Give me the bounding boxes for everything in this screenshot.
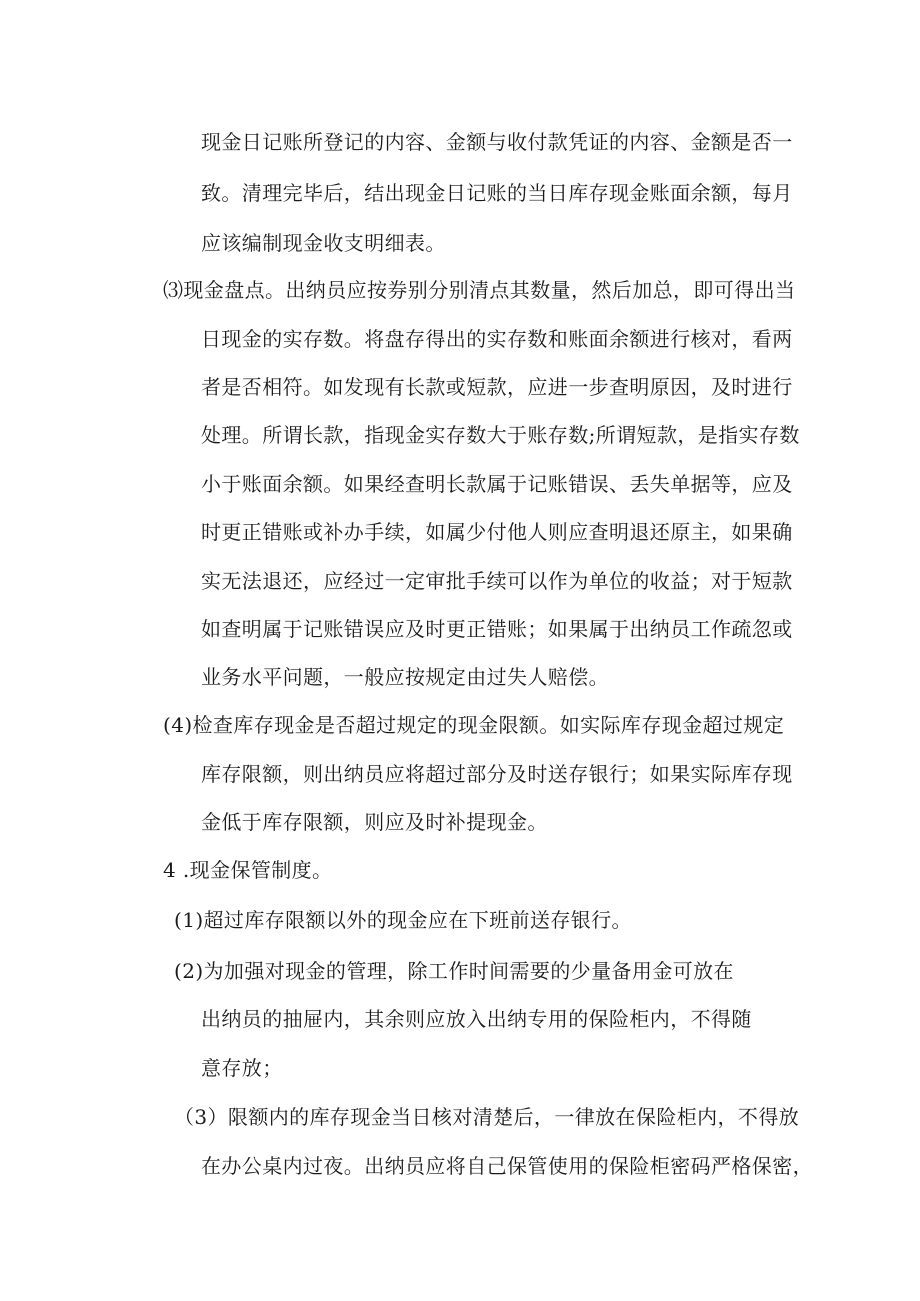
text-line: 出纳员的抽屉内，其余则应放入出纳专用的保险柜内，不得随 <box>201 1007 752 1031</box>
text-line: 在办公桌内过夜。出纳员应将自己保管使用的保险柜密码严格保密， <box>201 1154 813 1178</box>
text-line: 如查明属于记账错误应及时更正错账；如果属于出纳员工作疏忽或 <box>201 617 793 641</box>
section-heading: 4 .现金保管制度。 <box>163 858 333 882</box>
text-line: 现金日记账所登记的内容、金额与收付款凭证的内容、金额是否一 <box>201 130 793 154</box>
text-line: 日现金的实存数。将盘存得出的实存数和账面余额进行核对，看两 <box>201 327 793 351</box>
text-line: (4)检查库存现金是否超过规定的现金限额。如实际库存现金超过规定 <box>163 713 785 737</box>
text-line: 意存放； <box>201 1056 283 1080</box>
text-line: 应该编制现金收支明细表。 <box>201 231 446 255</box>
text-line: 小于账面余额。如果经查明长款属于记账错误、丢失单据等，应及 <box>201 472 793 496</box>
text-line: (1)超过库存限额以外的现金应在下班前送存银行。 <box>174 908 632 932</box>
text-line: 时更正错账或补办手续，如属少付他人则应查明退还原主，如果确 <box>201 520 793 544</box>
text-line: （3）限额内的库存现金当日核对清楚后，一律放在保险柜内，不得放 <box>174 1105 800 1129</box>
text-line: 业务水平问题，一般应按规定由过失人赔偿。 <box>201 665 609 689</box>
text-line: 库存限额，则出纳员应将超过部分及时送存银行；如果实际库存现 <box>201 762 793 786</box>
text-line: 致。清理完毕后，结出现金日记账的当日库存现金账面余额，每月 <box>201 181 793 205</box>
text-line: 处理。所谓长款，指现金实存数大于账存数;所谓短款，是指实存数 <box>201 423 800 447</box>
text-line: ⑶现金盘点。出纳员应按券别分别清点其数量，然后加总，即可得出当 <box>163 278 796 302</box>
text-line: 实无法退还，应经过一定审批手续可以作为单位的收益；对于短款 <box>201 569 793 593</box>
text-line: 者是否相符。如发现有长款或短款，应进一步查明原因，及时进行 <box>201 375 793 399</box>
text-line: 金低于库存限额，则应及时补提现金。 <box>201 810 548 834</box>
text-line: (2)为加强对现金的管理，除工作时间需要的少量备用金可放在 <box>174 959 734 983</box>
